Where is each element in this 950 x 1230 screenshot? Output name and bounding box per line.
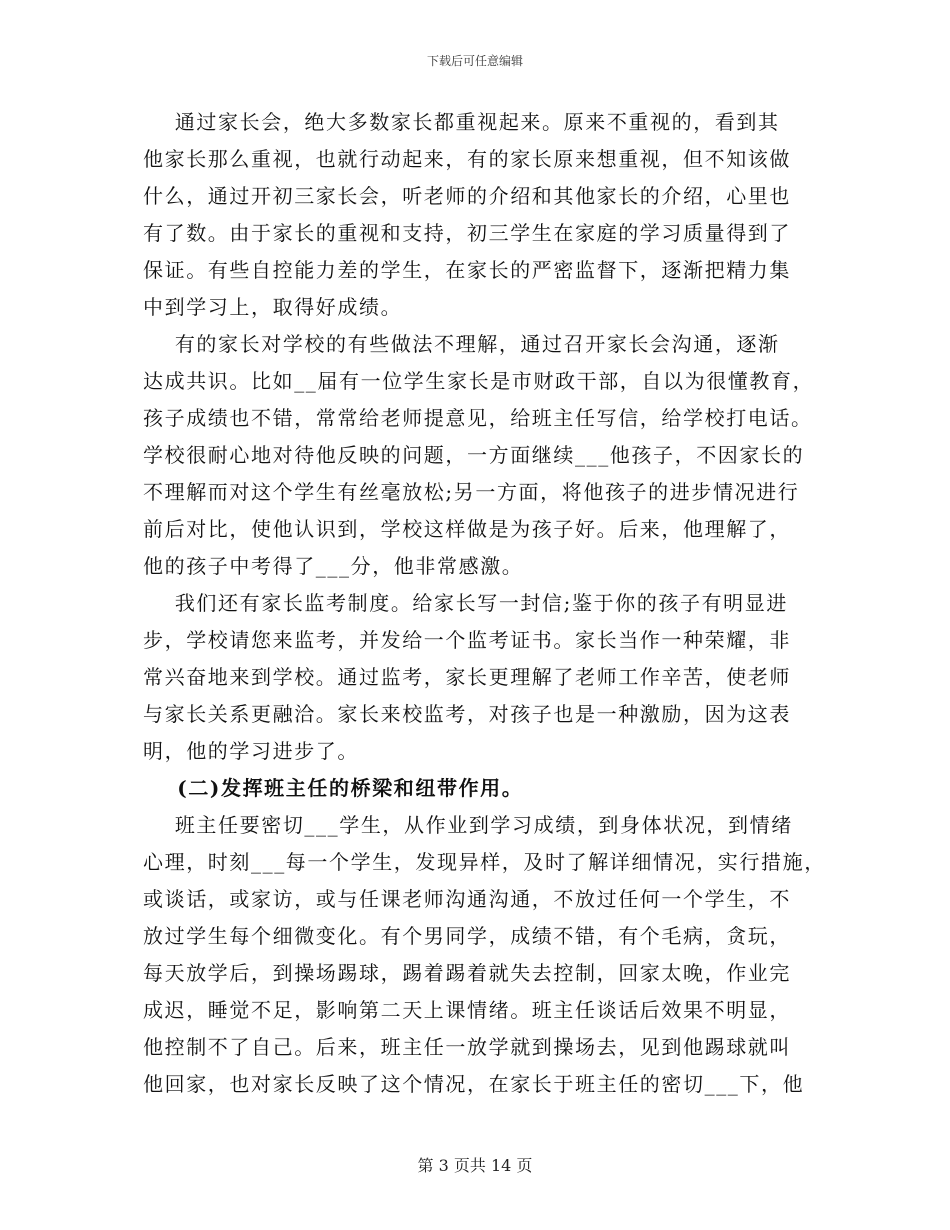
text-line: 明，他的学习进步了。 bbox=[143, 739, 359, 763]
text-line: 心理，时刻___每一个学生，发现异样，及时了解详细情况，实行措施， bbox=[143, 850, 826, 874]
text-line: 他家长那么重视，也就行动起来，有的家长原来想重视，但不知该做 bbox=[143, 147, 791, 171]
text-line: 与家长关系更融洽。家长来校监考，对孩子也是一种激励，因为这表 bbox=[143, 702, 791, 726]
text-line: 学校很耐心地对待他反映的问题，一方面继续___他孩子，不因家长的 bbox=[143, 443, 805, 467]
text-line: 他的孩子中考得了___分，他非常感激。 bbox=[143, 554, 524, 578]
text-line: 每天放学后，到操场踢球，踢着踢着就失去控制，回家太晚，作业完 bbox=[143, 961, 791, 985]
text-line: 班主任要密切___学生，从作业到学习成绩，到身体状况，到情绪 bbox=[143, 813, 793, 837]
page-header: 下载后可任意编辑 bbox=[426, 54, 523, 68]
text-line: 或谈话，或家访，或与任课老师沟通沟通，不放过任何一个学生，不 bbox=[143, 887, 791, 911]
text-line: 有的家长对学校的有些做法不理解，通过召开家长会沟通，逐渐 bbox=[143, 332, 780, 356]
text-line: 他回家，也对家长反映了这个情况，在家长于班主任的密切___下，他 bbox=[143, 1072, 805, 1096]
text-line: 他控制不了自己。后来，班主任一放学就到操场去，见到他踢球就叫 bbox=[143, 1035, 791, 1059]
text-line: 我们还有家长监考制度。给家长写一封信;鉴于你的孩子有明显进 bbox=[143, 591, 788, 615]
section-heading: (二)发挥班主任的桥梁和纽带作用。 bbox=[143, 776, 524, 800]
text-line: 成迟，睡觉不足，影响第二天上课情绪。班主任谈话后效果不明显， bbox=[143, 998, 791, 1022]
text-line: 达成共识。比如__届有一位学生家长是市财政干部，自以为很懂教育， bbox=[143, 369, 815, 393]
text-line: 孩子成绩也不错，常常给老师提意见，给班主任写信，给学校打电话。 bbox=[143, 406, 813, 430]
text-line: 不理解而对这个学生有丝毫放松;另一方面，将他孩子的进步情况进行 bbox=[143, 480, 800, 504]
text-line: 保证。有些自控能力差的学生，在家长的严密监督下，逐渐把精力集 bbox=[143, 258, 791, 282]
text-line: 中到学习上，取得好成绩。 bbox=[143, 295, 403, 319]
body-text bbox=[143, 104, 826, 1103]
text-line: 放过学生每个细微变化。有个男同学，成绩不错，有个毛病，贪玩， bbox=[143, 924, 791, 948]
page-footer: 第 3 页共 14 页 bbox=[417, 1156, 533, 1175]
text-line: 什么，通过开初三家长会，听老师的介绍和其他家长的介绍，心里也 bbox=[143, 184, 791, 208]
text-line: 步，学校请您来监考，并发给一个监考证书。家长当作一种荣耀，非 bbox=[143, 628, 791, 652]
text-line: 有了数。由于家长的重视和支持，初三学生在家庭的学习质量得到了 bbox=[143, 221, 791, 245]
text-line: 前后对比，使他认识到，学校这样做是为孩子好。后来，他理解了， bbox=[143, 517, 791, 541]
text-line: 通过家长会，绝大多数家长都重视起来。原来不重视的，看到其 bbox=[143, 110, 780, 134]
text-line: 常兴奋地来到学校。通过监考，家长更理解了老师工作辛苦，使老师 bbox=[143, 665, 791, 689]
